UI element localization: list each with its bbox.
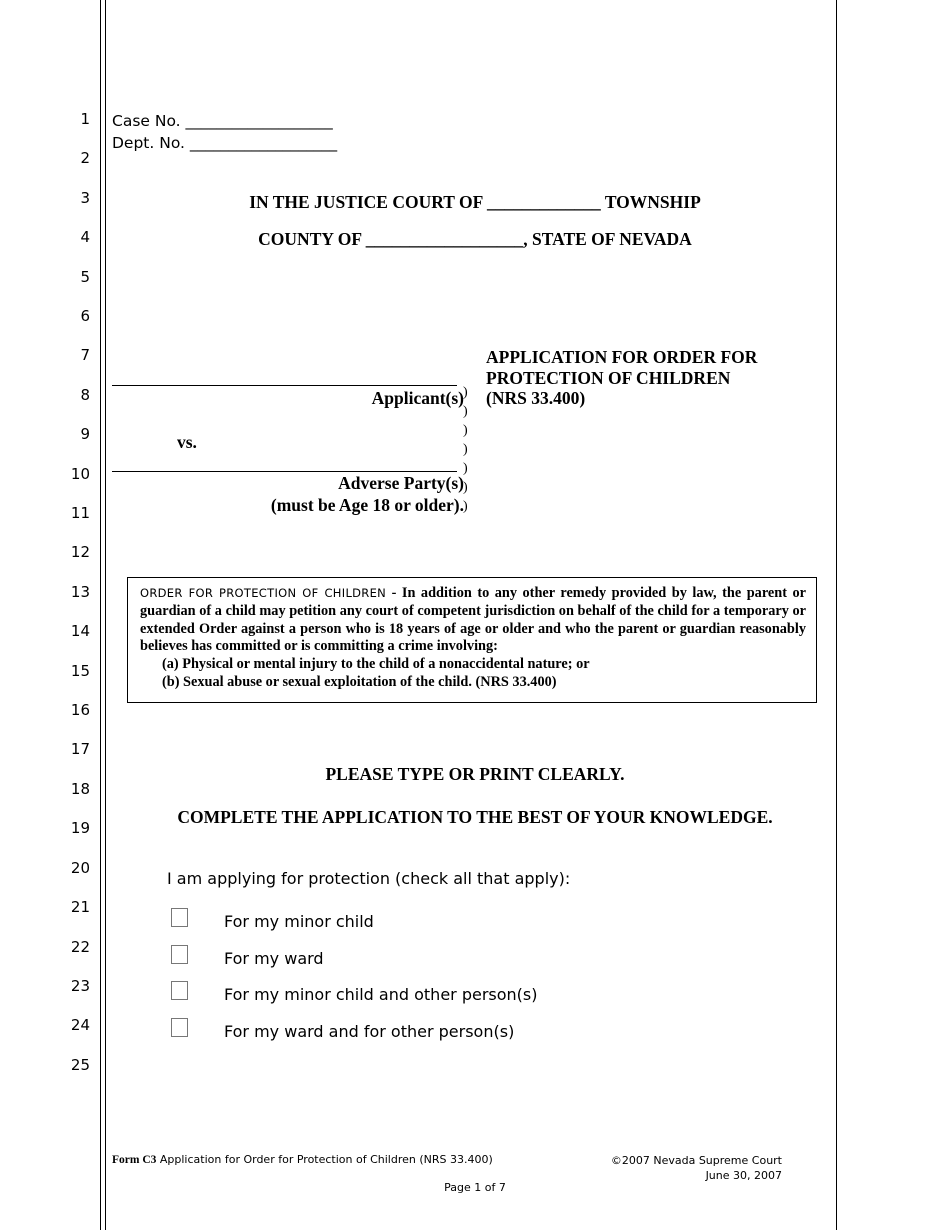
ward-option-label: For my ward bbox=[224, 949, 324, 968]
footer-copyright-block bbox=[560, 1153, 782, 1183]
left-margin-rule-inner bbox=[105, 0, 106, 1230]
line-number: 23 bbox=[70, 977, 90, 995]
instruction-complete-application: COMPLETE THE APPLICATION TO THE BEST OF YOUR KNOWLEDGE. bbox=[177, 807, 773, 827]
case-number-field[interactable]: Case No. ___________________ bbox=[112, 112, 333, 130]
protection-prompt: I am applying for protection (check all that apply): bbox=[167, 869, 571, 888]
caption-paren: ) bbox=[463, 480, 468, 495]
line-number: 3 bbox=[80, 189, 90, 207]
applicant-label: Applicant(s) bbox=[371, 388, 464, 408]
line-number: 10 bbox=[70, 465, 90, 483]
notice-item-b: (b) Sexual abuse or sexual exploitation of the child. (NRS 33.400) bbox=[162, 673, 557, 690]
ward-and-others-checkbox[interactable] bbox=[171, 1018, 188, 1037]
footer-date: June 30, 2007 bbox=[705, 1169, 782, 1182]
right-margin-rule bbox=[836, 0, 837, 1230]
statute-notice-text bbox=[140, 585, 806, 692]
adverse-party-label: Adverse Party(s) bbox=[338, 473, 464, 493]
line-number: 21 bbox=[70, 898, 90, 916]
line-number: 6 bbox=[80, 307, 90, 325]
line-number: 9 bbox=[80, 425, 90, 443]
court-heading-county: COUNTY OF __________________, STATE OF NEVADA bbox=[258, 229, 692, 249]
line-number: 14 bbox=[70, 622, 90, 640]
line-number: 15 bbox=[70, 662, 90, 680]
document-title bbox=[486, 347, 757, 409]
line-number: 8 bbox=[80, 386, 90, 404]
line-number: 4 bbox=[80, 228, 90, 246]
line-number: 17 bbox=[70, 740, 90, 758]
versus-label: vs. bbox=[177, 432, 197, 452]
line-number: 22 bbox=[70, 938, 90, 956]
notice-body: - In addition to any other remedy provided by law, the parent or guardian of a child may petition any court of competent jurisdiction on behalf of the child for a temporary or extended Order against a person who is 18 years of age or older and who the parent or guardian reasonably believes has committed or is committing a crime involving: bbox=[140, 585, 806, 655]
line-number: 18 bbox=[70, 780, 90, 798]
line-number: 5 bbox=[80, 268, 90, 286]
caption-paren: ) bbox=[463, 461, 468, 476]
footer-form-id: Form C3 bbox=[112, 1154, 157, 1166]
notice-heading: ORDER FOR PROTECTION OF CHILDREN bbox=[140, 586, 387, 600]
ward-checkbox[interactable] bbox=[171, 945, 188, 964]
line-number: 16 bbox=[70, 701, 90, 719]
footer-form-title: Application for Order for Protection of Children (NRS 33.400) bbox=[156, 1153, 493, 1166]
adverse-party-age-note: (must be Age 18 or older). bbox=[270, 495, 464, 515]
adverse-party-name-line[interactable] bbox=[112, 471, 457, 472]
line-number: 7 bbox=[80, 346, 90, 364]
caption-paren: ) bbox=[463, 385, 468, 400]
line-number: 20 bbox=[70, 859, 90, 877]
caption-paren: ) bbox=[463, 423, 468, 438]
footer-copyright: ©2007 Nevada Supreme Court bbox=[610, 1154, 782, 1167]
line-number: 11 bbox=[70, 504, 90, 522]
ward-and-others-option-label: For my ward and for other person(s) bbox=[224, 1022, 515, 1041]
caption-paren: ) bbox=[463, 499, 468, 514]
line-number: 12 bbox=[70, 543, 90, 561]
document-title-line: (NRS 33.400) bbox=[486, 388, 586, 408]
applicant-name-line[interactable] bbox=[112, 385, 457, 386]
line-number: 2 bbox=[80, 149, 90, 167]
footer-page-number: Page 1 of 7 bbox=[444, 1181, 506, 1194]
instruction-print-clearly: PLEASE TYPE OR PRINT CLEARLY. bbox=[325, 764, 625, 784]
line-number: 13 bbox=[70, 583, 90, 601]
left-margin-rule-outer bbox=[100, 0, 101, 1230]
caption-paren: ) bbox=[463, 442, 468, 457]
notice-item-a: (a) Physical or mental injury to the child of a nonaccidental nature; or bbox=[162, 656, 590, 673]
document-title-line: APPLICATION FOR ORDER FOR bbox=[486, 347, 758, 367]
statute-notice-box bbox=[127, 577, 817, 703]
document-title-line: PROTECTION OF CHILDREN bbox=[486, 367, 731, 388]
minor-child-checkbox[interactable] bbox=[171, 908, 188, 927]
line-number: 1 bbox=[80, 110, 90, 128]
minor-child-and-others-checkbox[interactable] bbox=[171, 981, 188, 1000]
line-number: 24 bbox=[70, 1016, 90, 1034]
dept-number-field[interactable]: Dept. No. ___________________ bbox=[112, 134, 338, 152]
minor-child-and-others-option-label: For my minor child and other person(s) bbox=[224, 985, 538, 1004]
footer-form-info bbox=[112, 1153, 493, 1166]
court-heading-township: IN THE JUSTICE COURT OF _____________ TOWNSHIP bbox=[249, 192, 701, 212]
line-number: 25 bbox=[70, 1056, 90, 1074]
minor-child-option-label: For my minor child bbox=[224, 912, 374, 931]
caption-paren: ) bbox=[463, 404, 468, 419]
line-number: 19 bbox=[70, 819, 90, 837]
